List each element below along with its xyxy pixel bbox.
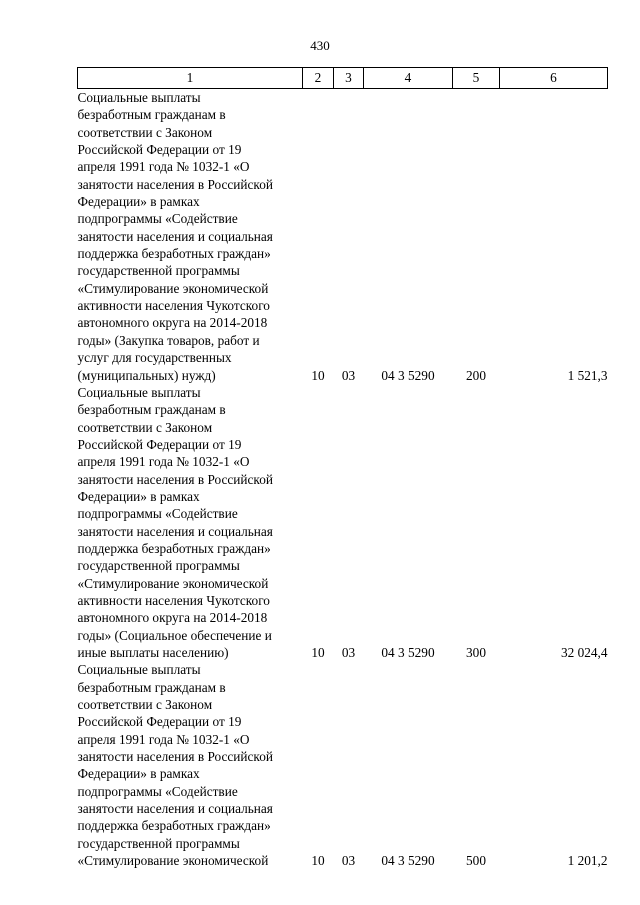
- row-vr-cell: 500: [466, 853, 486, 869]
- page-number: 430: [310, 38, 330, 53]
- row-name-line: занятости населения в Российской: [77, 176, 273, 192]
- row-name-line: государственной программы: [77, 263, 240, 279]
- row-name-line: поддержка безработных граждан»: [77, 540, 271, 556]
- row-name-line: безработным гражданам в: [77, 679, 226, 695]
- row-vr-cell: 200: [466, 367, 486, 383]
- row-sum-cell: 32 024,4: [560, 645, 608, 660]
- row-name-line: апреля 1991 года № 1032-1 «О: [77, 454, 250, 470]
- row-pr-cell: 03: [341, 853, 356, 869]
- row-name-line: автономного округа на 2014-2018: [77, 315, 268, 331]
- row-csr-cell: 04 3 5290: [381, 645, 435, 660]
- row-name-line: Социальные выплаты: [77, 90, 201, 105]
- row-name-line: занятости населения в Российской: [77, 471, 273, 487]
- row-name-line: годы» (Закупка товаров, работ и: [77, 332, 260, 348]
- row-name-line: Федерации» в рамках: [77, 766, 200, 782]
- header-col-2: 2: [303, 68, 334, 89]
- row-name-line: соответствии с Законом: [77, 124, 213, 140]
- row-sum-cell: 1 201,2: [567, 853, 608, 869]
- row-rz-cell: 10: [311, 367, 325, 383]
- row-csr-cell: 04 3 5290: [381, 367, 435, 383]
- row-name-line: Российской Федерации от 19: [77, 714, 242, 730]
- row-sum-cell: 1 521,3: [567, 367, 608, 383]
- row-name-line: «Стимулирование экономической: [77, 575, 269, 591]
- header-row: [78, 68, 608, 89]
- row-name-line: «Стимулирование экономической: [77, 853, 269, 869]
- row-rz-cell: 10: [311, 853, 325, 869]
- row-name-line: подпрограммы «Содействие: [77, 211, 238, 227]
- header-col-6: 6: [500, 68, 608, 89]
- row-name-line: поддержка безработных граждан»: [77, 246, 271, 262]
- row-name-line: Социальные выплаты: [77, 384, 201, 400]
- row-pr-cell: 03: [341, 645, 356, 660]
- row-name-line: Федерации» в рамках: [77, 488, 200, 504]
- row-name-line: подпрограммы «Содействие: [77, 506, 238, 522]
- row-name-line: (муниципальных) нужд): [77, 367, 216, 383]
- row-name-line: государственной программы: [77, 558, 240, 574]
- row-name-line: занятости населения в Российской: [77, 749, 273, 765]
- budget-table: [77, 67, 608, 869]
- row-name-line: активности населения Чукотского: [77, 298, 270, 314]
- row-name-line: безработным гражданам в: [77, 107, 226, 123]
- row-name-line: годы» (Социальное обеспечение и: [77, 627, 272, 643]
- row-name-line: Федерации» в рамках: [77, 194, 200, 210]
- row-name-line: соответствии с Законом: [77, 419, 213, 435]
- row-name-line: Социальные выплаты: [77, 662, 201, 678]
- row-name-line: апреля 1991 года № 1032-1 «О: [77, 731, 250, 747]
- row-name-cell: [78, 89, 303, 384]
- header-col-3: 3: [334, 68, 364, 89]
- row-name-line: автономного округа на 2014-2018: [77, 610, 268, 626]
- row-name-line: занятости населения и социальная: [77, 523, 273, 539]
- row-name-line: занятости населения и социальная: [77, 228, 273, 244]
- row-name-line: подпрограммы «Содействие: [77, 783, 238, 799]
- table-row: [78, 89, 608, 384]
- row-csr-cell: 04 3 5290: [381, 853, 435, 869]
- row-name-line: соответствии с Законом: [77, 697, 213, 713]
- table-header: [78, 68, 608, 89]
- row-name-line: Российской Федерации от 19: [77, 436, 242, 452]
- table-row: [78, 661, 608, 869]
- row-vr-cell: 300: [466, 645, 486, 660]
- row-name-line: поддержка безработных граждан»: [77, 818, 271, 834]
- table-body: [78, 89, 608, 870]
- row-rz-cell: 10: [311, 645, 325, 660]
- row-name-line: Российской Федерации от 19: [77, 142, 242, 158]
- row-name-line: иные выплаты населению): [77, 645, 229, 660]
- table-row: [78, 384, 608, 662]
- row-name-line: активности населения Чукотского: [77, 592, 270, 608]
- row-name-line: апреля 1991 года № 1032-1 «О: [77, 159, 250, 175]
- header-col-5: 5: [453, 68, 500, 89]
- row-name-cell: [78, 661, 303, 869]
- row-name-line: занятости населения и социальная: [77, 801, 273, 817]
- header-col-1: 1: [78, 68, 303, 89]
- row-name-line: безработным гражданам в: [77, 402, 226, 418]
- row-name-line: услуг для государственных: [77, 350, 232, 366]
- row-name-line: государственной программы: [77, 835, 240, 851]
- row-name-cell: [78, 384, 303, 662]
- row-name-line: «Стимулирование экономической: [77, 280, 269, 296]
- header-col-4: 4: [364, 68, 453, 89]
- row-pr-cell: 03: [341, 367, 356, 383]
